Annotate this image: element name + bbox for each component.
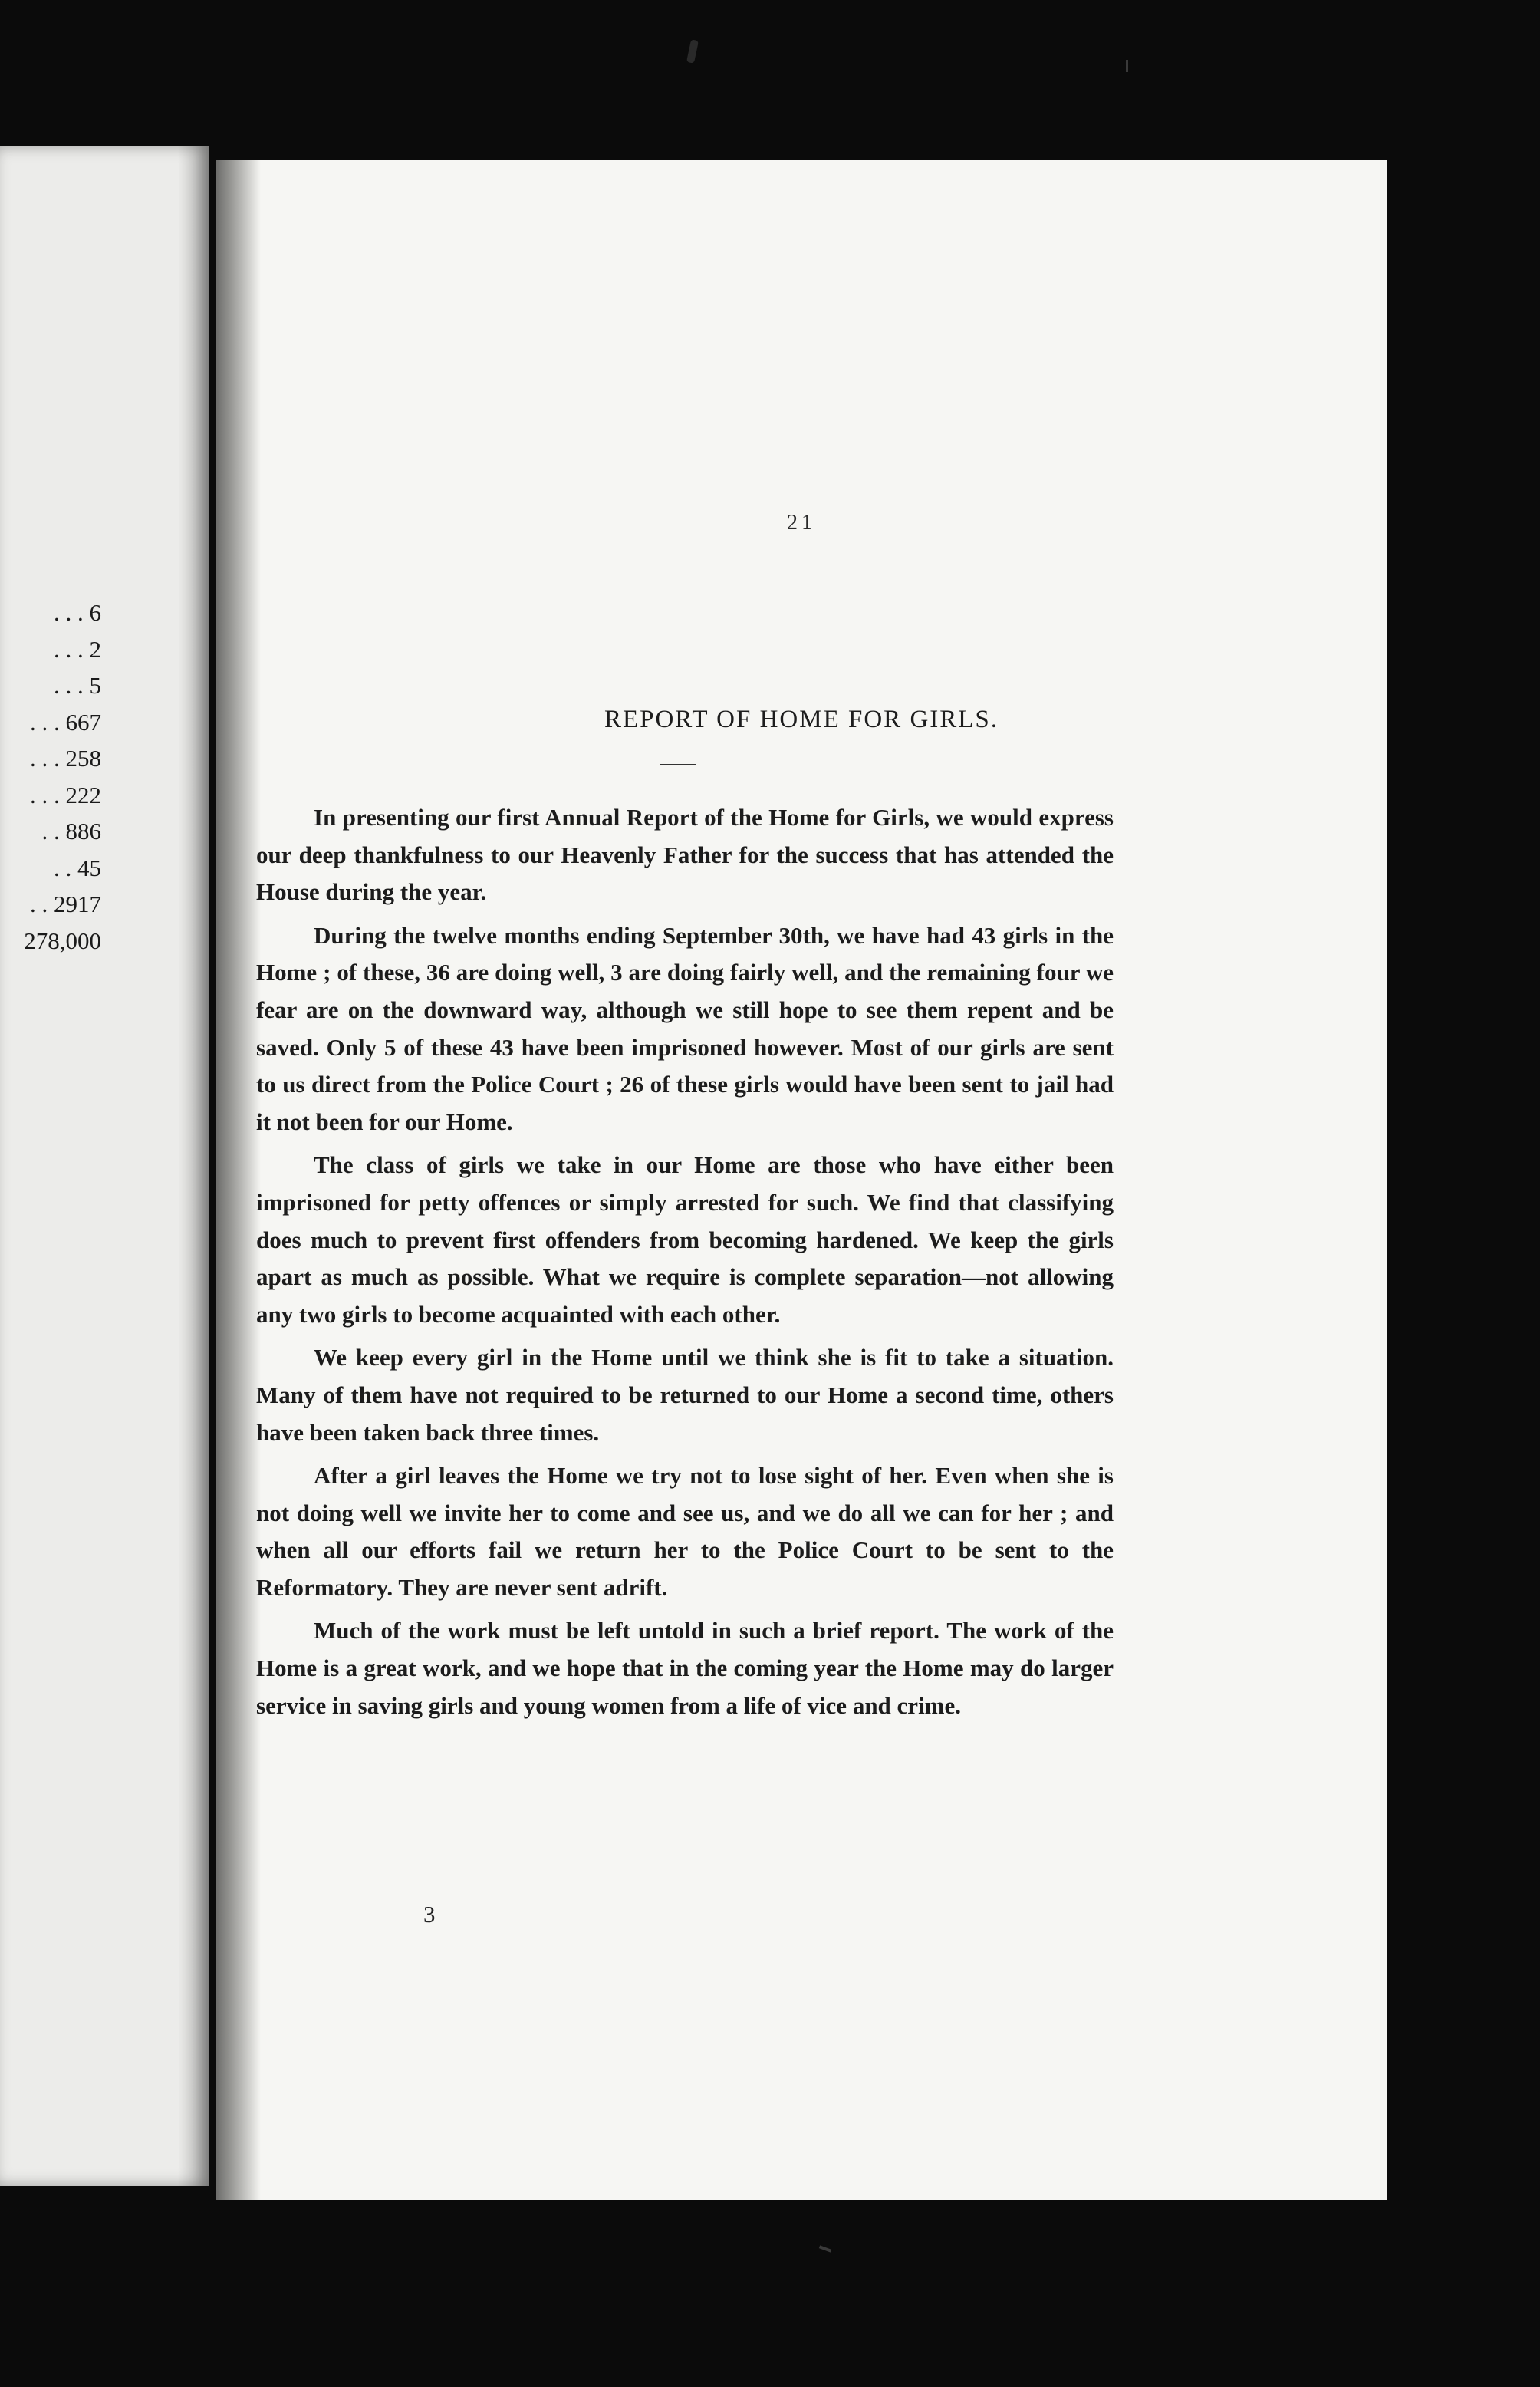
left-page — [0, 146, 209, 2186]
signature-mark: 3 — [423, 1901, 436, 1928]
scan-artifact — [1126, 60, 1128, 72]
paragraph: The class of girls we take in our Home are those who have either been imprisoned for petty offences or simply arrested for such. We find that classifying does much to prevent first offenders from becoming hardened. We keep the girls apart as much as possible. What we require is complete separation—not allowing any two girls to become acquainted with each other. — [256, 1151, 1114, 1328]
stat-row: . . 2917 — [30, 891, 101, 917]
binding-shadow — [216, 160, 261, 2200]
statistics-column — [0, 594, 101, 959]
paragraph: Much of the work must be left untold in such a brief report. The work of the Home is a great work, and we hope that in the coming year the Home may do larger service in saving girls and young women from a life of vice and crime. — [256, 1617, 1114, 1719]
paragraph: After a girl leaves the Home we try not to lose sight of her. Even when she is not doing well we invite her to come and see us, and we do all we can for her ; and when all our efforts fail we return her to the Police Court to be sent to the Reformatory. They are never sent adrift. — [256, 1462, 1114, 1601]
scan-artifact — [686, 39, 699, 63]
stat-row: . . . 258 — [30, 745, 101, 772]
paragraph: In presenting our first Annual Report of the Home for Girls, we would express our deep thankfulness to our Heavenly Father for the success that has attended the House during the year. — [256, 804, 1114, 906]
report-body — [256, 799, 1114, 1730]
page-number: 21 — [787, 511, 816, 535]
stat-row: . . 45 — [54, 854, 101, 881]
title-divider — [660, 764, 696, 765]
stat-row: . . . 2 — [54, 635, 101, 663]
right-page — [216, 160, 1387, 2200]
stat-row: . . . 6 — [54, 599, 101, 626]
scan-artifact — [819, 2245, 831, 2252]
report-title: REPORT OF HOME FOR GIRLS. — [604, 706, 999, 733]
page-gutter — [178, 146, 209, 2186]
paragraph: During the twelve months ending September 30th, we have had 43 girls in the Home ; of these, 36 are doing well, 3 are doing fairly well, and the remaining four we fear are on the downward way, although we still hope to see them repent and be saved. Only 5 of these 43 have been imprisoned however. Most of our girls are sent to us direct from the Police Court ; 26 of these girls would have been sent to jail had it not been for our Home. — [256, 921, 1114, 1135]
stat-row: . . 886 — [41, 818, 101, 845]
stat-row: . . . 5 — [54, 672, 101, 699]
stat-row: 278,000 — [24, 927, 101, 954]
stat-row: . . . 222 — [30, 781, 101, 808]
paragraph: We keep every girl in the Home until we think she is fit to take a situation. Many of them have not required to be returned to our Home a second time, others have been taken back three times. — [256, 1344, 1114, 1446]
stat-row: . . . 667 — [30, 708, 101, 736]
